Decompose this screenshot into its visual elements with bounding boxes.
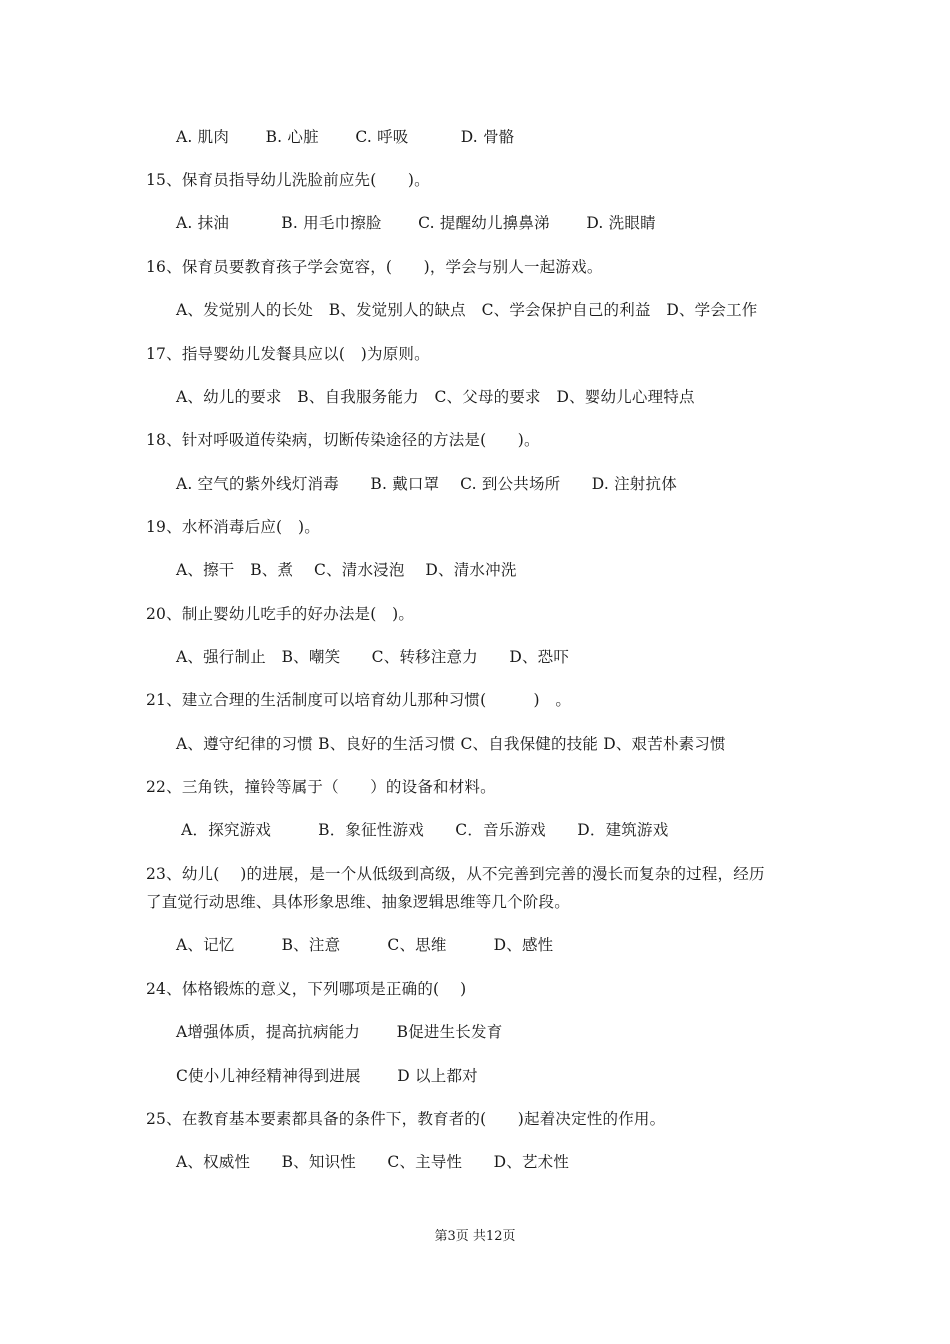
q19-options: A、擦干 B、煮 C、清水浸泡 D、清水冲洗 [176,561,517,579]
q25-options: A、权威性 B、知识性 C、主导性 D、艺术性 [176,1153,570,1171]
q19-question: 19、水杯消毒后应( )。 [146,518,320,536]
q18-question: 18、针对呼吸道传染病，切断传染途径的方法是( )。 [146,431,540,449]
q15-options: A. 抹油 B. 用毛巾擦脸 C. 提醒幼儿擤鼻涕 D. 洗眼睛 [176,214,656,232]
q21-question: 21、建立合理的生活制度可以培育幼儿那种习惯( ) 。 [146,691,572,709]
page-footer: 第3页 共12页 [434,1229,516,1244]
q20-question: 20、制止婴幼儿吃手的好办法是( )。 [146,605,415,623]
q23-options: A、记忆 B、注意 C、思维 D、感性 [176,936,554,954]
q22-question: 22、三角铁，撞铃等属于（ ）的设备和材料。 [146,778,496,796]
q23-question: 23、幼儿( )的进展，是一个从低级到高级，从不完善到完善的漫长而复杂的过程，经历 [146,865,765,883]
q14-options: A. 肌肉 B. 心脏 C. 呼吸 D. 骨骼 [176,128,515,146]
q22-options: A．探究游戏 B．象征性游戏 C．音乐游戏 D．建筑游戏 [176,821,669,839]
q20-options: A、强行制止 B、嘲笑 C、转移注意力 D、恐吓 [176,648,570,666]
q23-question-continued: 了直觉行动思维、具体形象思维、抽象逻辑思维等几个阶段。 [146,893,570,911]
q24-options-cd: C使小儿神经精神得到进展 D 以上都对 [176,1067,478,1085]
q16-options: A、发觉别人的长处 B、发觉别人的缺点 C、学会保护自己的利益 D、学会工作 [176,301,758,319]
q18-options: A. 空气的紫外线灯消毒 B. 戴口罩 C. 到公共场所 D. 注射抗体 [176,475,677,493]
q25-question: 25、在教育基本要素都具备的条件下，教育者的( )起着决定性的作用。 [146,1110,666,1128]
q17-options: A、幼儿的要求 B、自我服务能力 C、父母的要求 D、婴幼儿心理特点 [176,388,695,406]
q24-question: 24、体格锻炼的意义，下列哪项是正确的( ) [146,980,467,998]
q24-options-ab: A增强体质，提高抗病能力 B促进生长发育 [176,1023,503,1041]
q21-options: A、遵守纪律的习惯 B、良好的生活习惯 C、自我保健的技能 D、艰苦朴素习惯 [176,735,726,753]
q15-question: 15、保育员指导幼儿洗脸前应先( )。 [146,171,430,189]
q17-question: 17、指导婴幼儿发餐具应以( )为原则。 [146,345,430,363]
q16-question: 16、保育员要教育孩子学会宽容，( )，学会与别人一起游戏。 [146,258,603,276]
